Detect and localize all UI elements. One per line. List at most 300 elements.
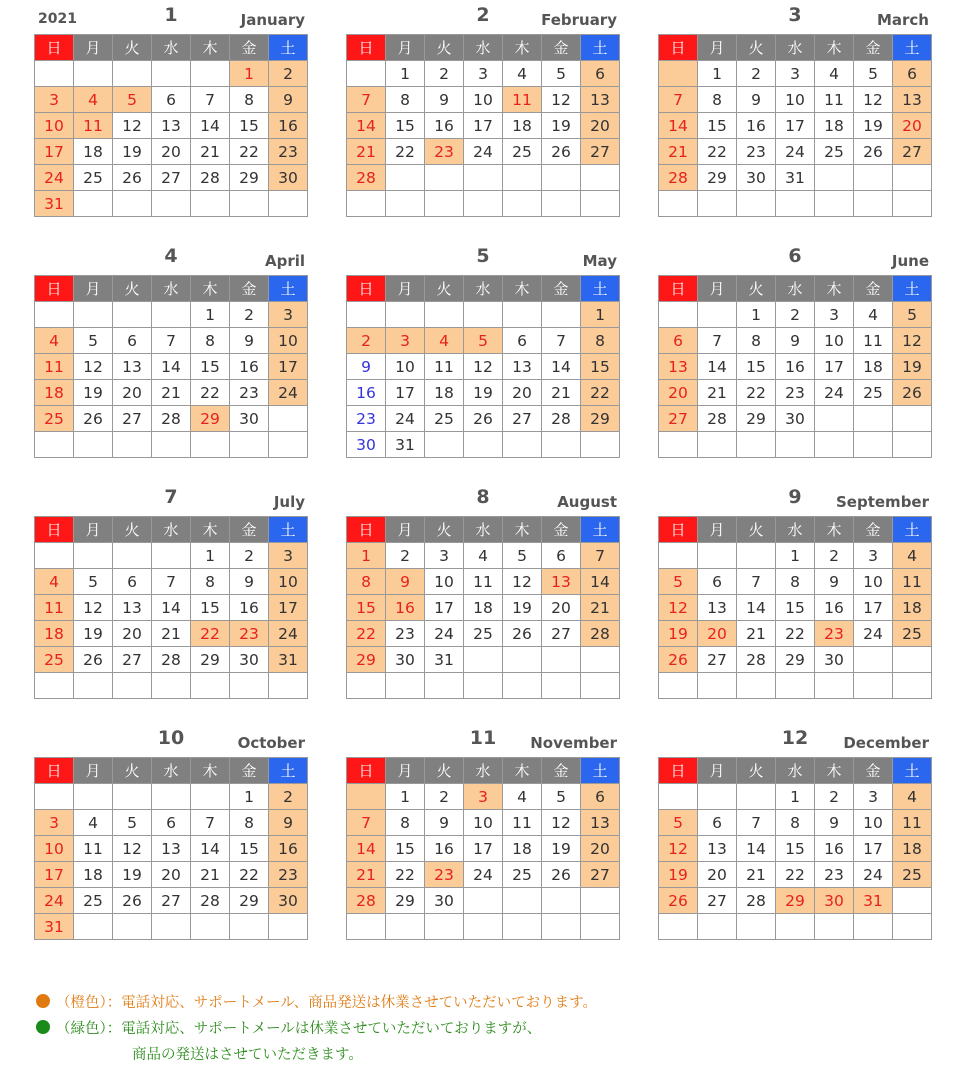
day-cell: 12: [542, 810, 581, 836]
day-cell: 16: [386, 595, 425, 621]
empty-cell: [425, 165, 464, 191]
day-cell: 9: [425, 810, 464, 836]
empty-cell: [581, 914, 620, 940]
legend-orange-text: （橙色）：電話対応、サポートメール、商品発送は休業させていただいております。: [56, 995, 597, 1011]
month-number: 5: [476, 245, 490, 267]
day-cell: 25: [74, 165, 113, 191]
weekday-header: 月: [386, 276, 425, 302]
day-cell: 5: [659, 810, 698, 836]
day-cell: 1: [776, 543, 815, 569]
weekday-header: 火: [113, 758, 152, 784]
day-cell: 9: [230, 569, 269, 595]
weekday-header: 木: [503, 758, 542, 784]
day-cell: 25: [854, 380, 893, 406]
legend-green-cont: [132, 1043, 363, 1064]
day-cell: 21: [191, 862, 230, 888]
weekday-header: 土: [269, 276, 308, 302]
day-cell: 14: [191, 113, 230, 139]
day-cell: 22: [230, 862, 269, 888]
week-row: [659, 354, 932, 380]
week-row: [659, 543, 932, 569]
day-cell: 13: [152, 113, 191, 139]
empty-cell: [347, 191, 386, 217]
week-row: [347, 61, 620, 87]
empty-cell: [698, 673, 737, 699]
empty-cell: [698, 543, 737, 569]
day-cell: 15: [581, 354, 620, 380]
empty-cell: [737, 784, 776, 810]
week-row: [35, 380, 308, 406]
week-row: [659, 87, 932, 113]
weekday-header: 火: [737, 35, 776, 61]
day-cell: 14: [542, 354, 581, 380]
day-cell: 26: [74, 406, 113, 432]
empty-cell: [659, 432, 698, 458]
day-cell: 20: [113, 380, 152, 406]
week-row: [659, 328, 932, 354]
day-cell: 21: [152, 380, 191, 406]
day-cell: 2: [425, 784, 464, 810]
day-cell: 29: [776, 888, 815, 914]
weekday-header: 水: [776, 758, 815, 784]
legend-green-text-2: 商品の発送はさせていただきます。: [132, 1047, 363, 1063]
day-cell: 4: [74, 87, 113, 113]
empty-cell: [269, 914, 308, 940]
day-cell: 16: [230, 354, 269, 380]
month-number: 3: [788, 4, 802, 26]
weekday-header: 火: [113, 35, 152, 61]
week-row: [347, 113, 620, 139]
empty-cell: [35, 61, 74, 87]
day-cell: 7: [191, 810, 230, 836]
empty-cell: [74, 914, 113, 940]
day-cell: 6: [893, 61, 932, 87]
day-cell: 11: [74, 836, 113, 862]
day-cell: 13: [152, 836, 191, 862]
empty-cell: [542, 647, 581, 673]
month-table: [346, 516, 620, 699]
day-cell: 11: [35, 595, 74, 621]
day-cell: 21: [191, 139, 230, 165]
day-cell: 21: [581, 595, 620, 621]
day-cell: 30: [230, 406, 269, 432]
week-row: [35, 647, 308, 673]
empty-cell: [113, 432, 152, 458]
month-name: October: [237, 734, 305, 752]
weekday-header: 土: [269, 517, 308, 543]
day-cell: 26: [464, 406, 503, 432]
day-cell: 2: [230, 302, 269, 328]
day-cell: 28: [191, 888, 230, 914]
day-cell: 13: [659, 354, 698, 380]
weekday-header: 金: [542, 35, 581, 61]
empty-cell: [113, 914, 152, 940]
day-cell: 3: [386, 328, 425, 354]
weekday-header: 木: [191, 276, 230, 302]
empty-cell: [893, 432, 932, 458]
weekday-header: 金: [230, 758, 269, 784]
month-name: December: [843, 734, 929, 752]
day-cell: 13: [113, 354, 152, 380]
day-cell: 11: [425, 354, 464, 380]
empty-cell: [425, 432, 464, 458]
day-cell: 23: [815, 862, 854, 888]
day-cell: 12: [893, 328, 932, 354]
week-row: [35, 406, 308, 432]
day-cell: 21: [347, 862, 386, 888]
day-cell: 5: [542, 61, 581, 87]
day-cell: 24: [776, 139, 815, 165]
day-cell: 9: [776, 328, 815, 354]
weekday-header: 水: [776, 35, 815, 61]
day-cell: 13: [698, 836, 737, 862]
empty-cell: [425, 302, 464, 328]
day-cell: 18: [35, 621, 74, 647]
empty-cell: [581, 647, 620, 673]
day-cell: 1: [386, 61, 425, 87]
weekday-header: 火: [113, 517, 152, 543]
day-cell: 14: [347, 113, 386, 139]
empty-cell: [269, 432, 308, 458]
day-cell: 6: [503, 328, 542, 354]
weekday-header: 日: [347, 276, 386, 302]
week-row: [35, 862, 308, 888]
month-header: [658, 484, 932, 516]
day-cell: 23: [230, 621, 269, 647]
week-row: [347, 621, 620, 647]
day-cell: 14: [581, 569, 620, 595]
empty-cell: [581, 165, 620, 191]
day-cell: 25: [893, 862, 932, 888]
day-cell: 8: [698, 87, 737, 113]
day-cell: 25: [893, 621, 932, 647]
weekday-header: 木: [503, 35, 542, 61]
weekday-header: 日: [659, 276, 698, 302]
empty-cell: [659, 673, 698, 699]
empty-cell: [659, 784, 698, 810]
empty-cell: [464, 191, 503, 217]
weekday-header-row: [35, 758, 308, 784]
weekday-header: 火: [737, 276, 776, 302]
weekday-header: 火: [425, 35, 464, 61]
day-cell: 22: [698, 139, 737, 165]
day-cell: 19: [659, 621, 698, 647]
day-cell: 15: [230, 113, 269, 139]
day-cell: 30: [386, 647, 425, 673]
day-cell: 15: [230, 836, 269, 862]
empty-cell: [152, 432, 191, 458]
empty-cell: [113, 543, 152, 569]
day-cell: 6: [659, 328, 698, 354]
day-cell: 19: [113, 862, 152, 888]
day-cell: 2: [347, 328, 386, 354]
day-cell: 6: [581, 61, 620, 87]
month-october: [34, 725, 308, 940]
week-row: [659, 302, 932, 328]
day-cell: 22: [230, 139, 269, 165]
day-cell: 12: [74, 354, 113, 380]
legend-orange: [36, 991, 597, 1012]
day-cell: 5: [74, 328, 113, 354]
day-cell: 21: [659, 139, 698, 165]
day-cell: 29: [698, 165, 737, 191]
weekday-header: 月: [74, 276, 113, 302]
day-cell: 11: [815, 87, 854, 113]
empty-cell: [776, 432, 815, 458]
week-row: [659, 595, 932, 621]
day-cell: 27: [581, 139, 620, 165]
day-cell: 28: [542, 406, 581, 432]
day-cell: 29: [581, 406, 620, 432]
day-cell: 29: [776, 647, 815, 673]
day-cell: 4: [815, 61, 854, 87]
day-cell: 27: [152, 888, 191, 914]
empty-cell: [698, 302, 737, 328]
weekday-header: 土: [581, 35, 620, 61]
legend-green-text-1: （緑色）：電話対応、サポートメールは休業させていただいておりますが、: [56, 1021, 542, 1037]
empty-cell: [230, 673, 269, 699]
day-cell: 2: [230, 543, 269, 569]
day-cell: 28: [152, 406, 191, 432]
day-cell: 4: [35, 328, 74, 354]
day-cell: 4: [74, 810, 113, 836]
day-cell: 15: [737, 354, 776, 380]
month-may: [346, 243, 620, 458]
weekday-header: 金: [230, 517, 269, 543]
day-cell: 6: [698, 810, 737, 836]
day-cell: 5: [854, 61, 893, 87]
day-cell: 2: [269, 784, 308, 810]
day-cell: 7: [659, 87, 698, 113]
day-cell: 17: [386, 380, 425, 406]
empty-cell: [776, 191, 815, 217]
empty-cell: [347, 302, 386, 328]
day-cell: 27: [113, 647, 152, 673]
day-cell: 23: [425, 862, 464, 888]
day-cell: 22: [776, 862, 815, 888]
day-cell: 30: [776, 406, 815, 432]
month-header: [346, 484, 620, 516]
day-cell: 5: [503, 543, 542, 569]
day-cell: 14: [737, 595, 776, 621]
day-cell: 30: [269, 888, 308, 914]
weekday-header: 日: [35, 35, 74, 61]
month-name: April: [264, 252, 305, 270]
day-cell: 31: [425, 647, 464, 673]
month-april: [34, 243, 308, 458]
day-cell: 22: [776, 621, 815, 647]
month-number: 7: [164, 486, 178, 508]
empty-cell: [659, 61, 698, 87]
weekday-header: 火: [113, 276, 152, 302]
day-cell: 4: [35, 569, 74, 595]
weekday-header: 水: [464, 758, 503, 784]
day-cell: 28: [737, 647, 776, 673]
day-cell: 10: [269, 569, 308, 595]
weekday-header: 日: [347, 35, 386, 61]
weekday-header: 月: [698, 276, 737, 302]
day-cell: 12: [854, 87, 893, 113]
day-cell: 9: [386, 569, 425, 595]
empty-cell: [347, 61, 386, 87]
empty-cell: [581, 888, 620, 914]
day-cell: 13: [113, 595, 152, 621]
empty-cell: [464, 888, 503, 914]
empty-cell: [464, 302, 503, 328]
day-cell: 12: [659, 836, 698, 862]
day-cell: 26: [542, 139, 581, 165]
week-row: [659, 432, 932, 458]
empty-cell: [542, 302, 581, 328]
weekday-header: 水: [776, 517, 815, 543]
day-cell: 23: [386, 621, 425, 647]
weekday-header: 月: [74, 517, 113, 543]
week-row: [347, 836, 620, 862]
day-cell: 27: [698, 888, 737, 914]
day-cell: 18: [503, 836, 542, 862]
day-cell: 3: [464, 784, 503, 810]
day-cell: 12: [542, 87, 581, 113]
week-row: [35, 432, 308, 458]
day-cell: 5: [74, 569, 113, 595]
weekday-header: 水: [152, 35, 191, 61]
day-cell: 7: [191, 87, 230, 113]
empty-cell: [230, 914, 269, 940]
empty-cell: [542, 432, 581, 458]
orange-dot-icon: [36, 994, 50, 1008]
month-header: [346, 2, 620, 34]
day-cell: 23: [269, 139, 308, 165]
month-header: [658, 2, 932, 34]
day-cell: 15: [386, 113, 425, 139]
day-cell: 1: [581, 302, 620, 328]
day-cell: 19: [854, 113, 893, 139]
day-cell: 13: [893, 87, 932, 113]
month-name: July: [273, 493, 305, 511]
month-name: February: [541, 11, 617, 29]
day-cell: 8: [230, 87, 269, 113]
week-row: [659, 784, 932, 810]
weekday-header: 金: [542, 517, 581, 543]
day-cell: 1: [386, 784, 425, 810]
week-row: [347, 673, 620, 699]
day-cell: 10: [464, 87, 503, 113]
empty-cell: [386, 165, 425, 191]
empty-cell: [698, 432, 737, 458]
day-cell: 4: [503, 61, 542, 87]
day-cell: 29: [347, 647, 386, 673]
day-cell: 8: [230, 810, 269, 836]
day-cell: 27: [503, 406, 542, 432]
empty-cell: [893, 191, 932, 217]
empty-cell: [854, 406, 893, 432]
day-cell: 11: [464, 569, 503, 595]
day-cell: 3: [776, 61, 815, 87]
week-row: [35, 569, 308, 595]
empty-cell: [113, 61, 152, 87]
day-cell: 25: [503, 139, 542, 165]
month-november: [346, 725, 620, 940]
day-cell: 17: [776, 113, 815, 139]
weekday-header: 金: [854, 35, 893, 61]
day-cell: 24: [35, 888, 74, 914]
empty-cell: [386, 302, 425, 328]
week-row: [659, 914, 932, 940]
weekday-header: 日: [35, 276, 74, 302]
month-name: January: [240, 11, 305, 29]
day-cell: 29: [230, 165, 269, 191]
year-label: 2021: [38, 11, 77, 27]
day-cell: 10: [35, 113, 74, 139]
day-cell: 31: [854, 888, 893, 914]
weekday-header: 金: [854, 276, 893, 302]
day-cell: 9: [269, 87, 308, 113]
day-cell: 15: [776, 595, 815, 621]
day-cell: 1: [698, 61, 737, 87]
day-cell: 24: [269, 380, 308, 406]
week-row: [347, 380, 620, 406]
day-cell: 20: [542, 595, 581, 621]
day-cell: 28: [191, 165, 230, 191]
day-cell: 27: [113, 406, 152, 432]
empty-cell: [230, 191, 269, 217]
day-cell: 10: [425, 569, 464, 595]
empty-cell: [542, 191, 581, 217]
day-cell: 7: [152, 569, 191, 595]
day-cell: 17: [464, 113, 503, 139]
day-cell: 7: [347, 87, 386, 113]
month-table: [346, 757, 620, 940]
month-table: [658, 34, 932, 217]
weekday-header: 火: [425, 758, 464, 784]
day-cell: 20: [581, 836, 620, 862]
day-cell: 10: [35, 836, 74, 862]
weekday-header: 月: [386, 517, 425, 543]
month-january: [34, 2, 308, 217]
day-cell: 9: [230, 328, 269, 354]
month-table: [34, 757, 308, 940]
day-cell: 28: [698, 406, 737, 432]
weekday-header: 火: [425, 276, 464, 302]
day-cell: 3: [815, 302, 854, 328]
day-cell: 3: [854, 784, 893, 810]
day-cell: 17: [854, 595, 893, 621]
day-cell: 26: [854, 139, 893, 165]
day-cell: 17: [35, 862, 74, 888]
empty-cell: [152, 191, 191, 217]
month-table: [346, 34, 620, 217]
day-cell: 2: [815, 784, 854, 810]
day-cell: 4: [854, 302, 893, 328]
empty-cell: [581, 432, 620, 458]
weekday-header: 日: [659, 758, 698, 784]
empty-cell: [464, 673, 503, 699]
day-cell: 28: [152, 647, 191, 673]
day-cell: 30: [737, 165, 776, 191]
empty-cell: [152, 673, 191, 699]
weekday-header: 火: [425, 517, 464, 543]
week-row: [659, 673, 932, 699]
month-header: [658, 243, 932, 275]
empty-cell: [815, 406, 854, 432]
empty-cell: [893, 914, 932, 940]
month-number: 4: [164, 245, 178, 267]
weekday-header: 日: [659, 517, 698, 543]
day-cell: 25: [74, 888, 113, 914]
day-cell: 12: [659, 595, 698, 621]
day-cell: 21: [698, 380, 737, 406]
day-cell: 16: [737, 113, 776, 139]
